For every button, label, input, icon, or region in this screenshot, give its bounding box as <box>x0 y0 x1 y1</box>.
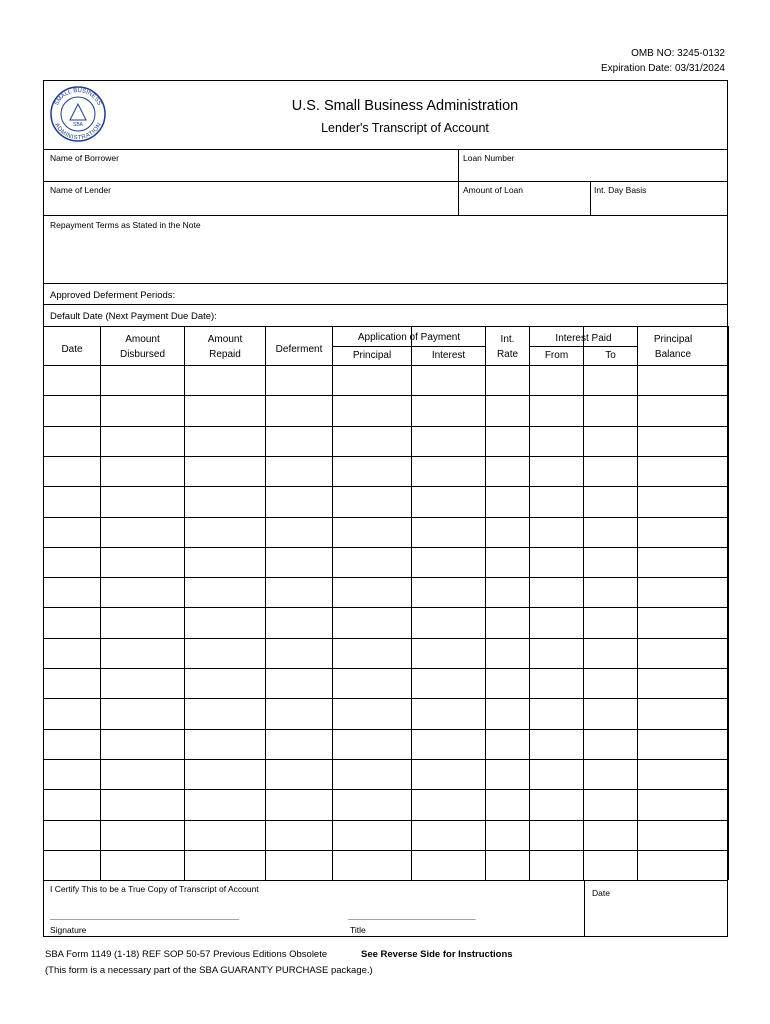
table-cell[interactable] <box>101 518 183 546</box>
table-cell[interactable] <box>486 669 528 697</box>
table-cell[interactable] <box>412 578 484 606</box>
rule <box>43 283 728 284</box>
table-cell[interactable] <box>584 760 636 788</box>
table-cell[interactable] <box>530 518 582 546</box>
table-cell[interactable] <box>101 699 183 727</box>
borrower-name-field[interactable]: Name of Borrower <box>50 153 119 163</box>
table-cell[interactable] <box>101 851 183 879</box>
col-int-rate-line1: Int. <box>500 334 515 345</box>
table-cell[interactable] <box>333 578 410 606</box>
col-amount-repaid <box>185 332 265 362</box>
table-cell[interactable] <box>185 578 264 606</box>
table-cell[interactable] <box>486 790 528 818</box>
table-cell[interactable] <box>486 851 528 879</box>
table-cell[interactable] <box>412 396 484 424</box>
int-day-basis-field[interactable]: Int. Day Basis <box>594 185 647 195</box>
table-cell[interactable] <box>266 851 331 879</box>
col-principal: Principal <box>352 350 392 361</box>
table-cell[interactable] <box>266 518 331 546</box>
table-cell[interactable] <box>584 457 636 485</box>
table-cell[interactable] <box>638 487 727 515</box>
col-amount-disbursed-line1: Amount <box>125 334 160 345</box>
deferment-periods-field[interactable]: Approved Deferment Periods: <box>50 290 176 301</box>
table-cell[interactable] <box>638 821 727 849</box>
table-cell[interactable] <box>44 821 99 849</box>
table-cell[interactable] <box>101 427 183 455</box>
table-cell[interactable] <box>584 427 636 455</box>
table-cell[interactable] <box>638 639 727 667</box>
table-cell[interactable] <box>584 699 636 727</box>
table-cell[interactable] <box>412 457 484 485</box>
table-cell[interactable] <box>412 548 484 576</box>
table-cell[interactable] <box>185 396 264 424</box>
col-from: From <box>544 350 569 361</box>
table-cell[interactable] <box>412 487 484 515</box>
table-cell[interactable] <box>101 366 183 394</box>
omb-number: OMB NO: 3245-0132 <box>631 48 725 59</box>
table-cell[interactable] <box>185 427 264 455</box>
table-cell[interactable] <box>638 427 727 455</box>
col-deferment: Deferment <box>275 344 323 355</box>
amount-of-loan-field[interactable]: Amount of Loan <box>463 185 524 195</box>
col-amount-repaid-line2: Repaid <box>209 349 241 360</box>
table-cell[interactable] <box>44 699 99 727</box>
table-cell[interactable] <box>584 639 636 667</box>
signature-line[interactable]: ________________________________________ <box>50 910 240 920</box>
table-cell[interactable] <box>584 487 636 515</box>
seal-text-bottom: ADMINISTRATION <box>53 122 103 142</box>
table-cell[interactable] <box>185 669 264 697</box>
table-cell[interactable] <box>44 578 99 606</box>
table-cell[interactable] <box>530 760 582 788</box>
table-cell[interactable] <box>44 548 99 576</box>
table-cell[interactable] <box>486 578 528 606</box>
table-cell[interactable] <box>412 730 484 758</box>
rule <box>458 149 459 215</box>
table-cell[interactable] <box>333 699 410 727</box>
table-cell[interactable] <box>584 851 636 879</box>
table-cell[interactable] <box>486 608 528 636</box>
table-cell[interactable] <box>333 730 410 758</box>
form-id: SBA Form 1149 (1-18) REF SOP 50-57 Previous Editions Obsolete <box>45 949 328 960</box>
table-cell[interactable] <box>530 578 582 606</box>
table-cell[interactable] <box>638 760 727 788</box>
table-cell[interactable] <box>584 548 636 576</box>
table-cell[interactable] <box>333 427 410 455</box>
table-cell[interactable] <box>333 608 410 636</box>
table-cell[interactable] <box>486 699 528 727</box>
table-cell[interactable] <box>44 790 99 818</box>
table-cell[interactable] <box>638 578 727 606</box>
table-cell[interactable] <box>486 518 528 546</box>
form-title: Lender's Transcript of Account <box>321 121 489 135</box>
rule <box>584 880 585 937</box>
table-cell[interactable] <box>266 578 331 606</box>
agency-title: U.S. Small Business Administration <box>291 98 519 114</box>
table-cell[interactable] <box>266 366 331 394</box>
table-cell[interactable] <box>412 608 484 636</box>
title-label: Title <box>350 925 366 935</box>
table-cell[interactable] <box>584 366 636 394</box>
table-cell[interactable] <box>530 821 582 849</box>
table-cell[interactable] <box>266 457 331 485</box>
table-cell[interactable] <box>333 396 410 424</box>
table-cell[interactable] <box>584 730 636 758</box>
col-principal-balance-line1: Principal <box>653 334 693 345</box>
table-cell[interactable] <box>412 639 484 667</box>
rule <box>333 346 485 347</box>
table-cell[interactable] <box>530 457 582 485</box>
table-cell[interactable] <box>530 851 582 879</box>
table-cell[interactable] <box>486 760 528 788</box>
table-cell[interactable] <box>412 366 484 394</box>
table-cell[interactable] <box>185 457 264 485</box>
table-cell[interactable] <box>101 821 183 849</box>
table-cell[interactable] <box>530 699 582 727</box>
table-cell[interactable] <box>266 730 331 758</box>
loan-number-field[interactable]: Loan Number <box>463 153 515 163</box>
table-cell[interactable] <box>266 821 331 849</box>
table-cell[interactable] <box>101 730 183 758</box>
rule <box>43 149 728 150</box>
table-cell[interactable] <box>412 669 484 697</box>
table-cell[interactable] <box>530 487 582 515</box>
table-cell[interactable] <box>266 760 331 788</box>
table-cell[interactable] <box>185 548 264 576</box>
table-cell[interactable] <box>44 608 99 636</box>
table-cell[interactable] <box>333 790 410 818</box>
col-principal-balance-line2: Balance <box>654 349 692 360</box>
col-principal-balance <box>638 332 708 362</box>
table-cell[interactable] <box>530 730 582 758</box>
table-cell[interactable] <box>101 790 183 818</box>
table-cell[interactable] <box>486 730 528 758</box>
rule <box>43 181 728 182</box>
table-cell[interactable] <box>412 518 484 546</box>
table-cell[interactable] <box>266 699 331 727</box>
table-cell[interactable] <box>44 518 99 546</box>
rule <box>43 304 728 305</box>
col-interest-paid: Interest Paid <box>555 333 612 344</box>
lender-name-field[interactable]: Name of Lender <box>50 185 111 195</box>
table-cell[interactable] <box>412 790 484 818</box>
table-cell[interactable] <box>266 548 331 576</box>
table-cell[interactable] <box>486 396 528 424</box>
table-cell[interactable] <box>486 366 528 394</box>
table-cell[interactable] <box>486 427 528 455</box>
table-cell[interactable] <box>266 396 331 424</box>
table-cell[interactable] <box>101 548 183 576</box>
table-cell[interactable] <box>266 639 331 667</box>
table-cell[interactable] <box>101 457 183 485</box>
table-cell[interactable] <box>412 851 484 879</box>
col-application-of-payment: Application of Payment <box>357 332 461 343</box>
table-cell[interactable] <box>530 396 582 424</box>
col-to: To <box>605 350 616 361</box>
table-cell[interactable] <box>584 821 636 849</box>
table-cell[interactable] <box>266 608 331 636</box>
sba-seal-icon <box>48 84 108 144</box>
table-cell[interactable] <box>412 699 484 727</box>
signature-label: Signature <box>50 925 87 935</box>
table-cell[interactable] <box>101 487 183 515</box>
table-cell[interactable] <box>530 669 582 697</box>
table-cell[interactable] <box>486 487 528 515</box>
col-amount-disbursed <box>101 332 184 362</box>
table-cell[interactable] <box>101 639 183 667</box>
table-cell[interactable] <box>266 487 331 515</box>
table-cell[interactable] <box>266 790 331 818</box>
table-cell[interactable] <box>185 518 264 546</box>
table-cell[interactable] <box>333 548 410 576</box>
table-cell[interactable] <box>266 427 331 455</box>
table-cell[interactable] <box>638 366 727 394</box>
table-cell[interactable] <box>44 457 99 485</box>
table-cell[interactable] <box>185 790 264 818</box>
table-cell[interactable] <box>101 608 183 636</box>
table-cell[interactable] <box>333 518 410 546</box>
table-cell[interactable] <box>44 669 99 697</box>
table-cell[interactable] <box>584 790 636 818</box>
table-cell[interactable] <box>333 851 410 879</box>
table-cell[interactable] <box>638 669 727 697</box>
table-cell[interactable] <box>185 851 264 879</box>
table-cell[interactable] <box>185 699 264 727</box>
table-cell[interactable] <box>530 427 582 455</box>
table-cell[interactable] <box>44 639 99 667</box>
table-cell[interactable] <box>638 518 727 546</box>
table-cell[interactable] <box>638 548 727 576</box>
table-cell[interactable] <box>185 366 264 394</box>
table-cell[interactable] <box>185 639 264 667</box>
table-cell[interactable] <box>584 578 636 606</box>
table-cell[interactable] <box>638 699 727 727</box>
table-cell[interactable] <box>486 457 528 485</box>
title-line[interactable]: ___________________________ <box>348 910 476 920</box>
table-cell[interactable] <box>486 548 528 576</box>
table-cell[interactable] <box>44 487 99 515</box>
table-cell[interactable] <box>44 730 99 758</box>
table-cell[interactable] <box>530 790 582 818</box>
table-cell[interactable] <box>101 578 183 606</box>
table-cell[interactable] <box>333 487 410 515</box>
table-cell[interactable] <box>486 821 528 849</box>
table-cell[interactable] <box>333 366 410 394</box>
col-int-rate <box>486 332 529 362</box>
reverse-side-note: See Reverse Side for Instructions <box>361 949 513 960</box>
certify-statement: I Certify This to be a True Copy of Transcript of Account <box>50 884 259 894</box>
table-cell[interactable] <box>412 427 484 455</box>
seal-text-center: SBA <box>72 122 84 128</box>
table-cell[interactable] <box>333 457 410 485</box>
table-cell[interactable] <box>530 366 582 394</box>
table-cell[interactable] <box>185 821 264 849</box>
table-cell[interactable] <box>530 608 582 636</box>
table-cell[interactable] <box>638 730 727 758</box>
table-cell[interactable] <box>638 851 727 879</box>
table-cell[interactable] <box>44 760 99 788</box>
expiration-date: Expiration Date: 03/31/2024 <box>601 63 725 74</box>
table-cell[interactable] <box>584 608 636 636</box>
table-cell[interactable] <box>101 396 183 424</box>
table-cell[interactable] <box>638 608 727 636</box>
table-rule <box>728 326 729 880</box>
table-cell[interactable] <box>333 821 410 849</box>
rule <box>43 880 728 881</box>
table-cell[interactable] <box>638 457 727 485</box>
rule <box>590 181 591 215</box>
seal-text-top: SMALL BUSINESS <box>54 87 102 107</box>
col-amount-disbursed-line2: Disbursed <box>119 349 166 360</box>
table-cell[interactable] <box>638 396 727 424</box>
table-cell[interactable] <box>266 669 331 697</box>
table-cell[interactable] <box>412 821 484 849</box>
table-cell[interactable] <box>185 730 264 758</box>
table-cell[interactable] <box>44 851 99 879</box>
default-date-field[interactable]: Default Date (Next Payment Due Date): <box>50 311 217 322</box>
table-cell[interactable] <box>638 790 727 818</box>
date-field[interactable]: Date <box>592 888 610 898</box>
table-cell[interactable] <box>584 518 636 546</box>
table-cell[interactable] <box>333 669 410 697</box>
table-cell[interactable] <box>101 669 183 697</box>
repayment-terms-field[interactable]: Repayment Terms as Stated in the Note <box>50 220 201 230</box>
table-cell[interactable] <box>333 760 410 788</box>
table-cell[interactable] <box>185 487 264 515</box>
rule <box>43 215 728 216</box>
col-amount-repaid-line1: Amount <box>207 334 243 345</box>
table-cell[interactable] <box>44 396 99 424</box>
table-cell[interactable] <box>486 639 528 667</box>
col-date: Date <box>61 344 83 355</box>
table-cell[interactable] <box>333 639 410 667</box>
table-cell[interactable] <box>584 669 636 697</box>
table-cell[interactable] <box>44 427 99 455</box>
col-interest: Interest <box>431 350 466 361</box>
table-cell[interactable] <box>101 760 183 788</box>
omb-info <box>601 46 725 76</box>
guaranty-note: (This form is a necessary part of the SBA GUARANTY PURCHASE package.) <box>45 965 373 976</box>
table-cell[interactable] <box>44 366 99 394</box>
col-int-rate-line2: Rate <box>496 349 519 360</box>
table-cell[interactable] <box>584 396 636 424</box>
table-cell[interactable] <box>185 760 264 788</box>
table-cell[interactable] <box>412 760 484 788</box>
rule <box>43 326 728 327</box>
table-cell[interactable] <box>185 608 264 636</box>
table-cell[interactable] <box>530 639 582 667</box>
table-cell[interactable] <box>530 548 582 576</box>
